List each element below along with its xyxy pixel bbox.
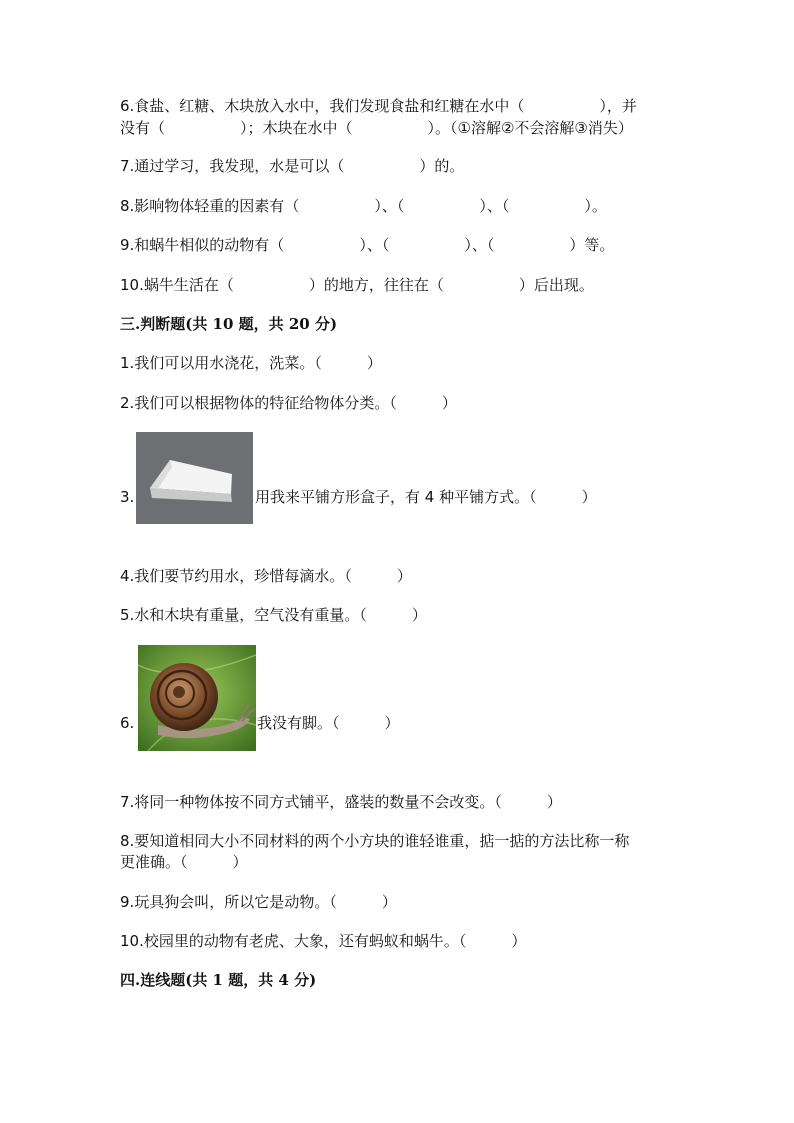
judge-q1: 1.我们可以用水浇花，洗菜。（ ） xyxy=(120,354,382,372)
judge-q2: 2.我们可以根据物体的特征给物体分类。（ ） xyxy=(120,394,457,412)
judge-q8-line-2: 更准确。（ ） xyxy=(120,853,248,871)
snail-photo xyxy=(138,645,256,751)
q6-fill-line-2: 没有（ ）；木块在水中（ ）。（①溶解②不会溶解③消失） xyxy=(120,119,633,137)
judge-q4: 4.我们要节约用水，珍惜每滴水。（ ） xyxy=(120,567,412,585)
q6-fill-line-1: 6.食盐、红糖、木块放入水中，我们发现食盐和红糖在水中（ ），并 xyxy=(120,97,637,115)
q7-fill: 7.通过学习，我发现，水是可以（ ）的。 xyxy=(120,157,465,175)
q8-fill: 8.影响物体轻重的因素有（ ）、（ ）、（ ）。 xyxy=(120,197,607,215)
q10-fill: 10.蜗牛生活在（ ）的地方，往往在（ ）后出现。 xyxy=(120,276,594,294)
section-4-title: 四.连线题(共 1 题，共 4 分) xyxy=(120,971,317,989)
q9-fill: 9.和蜗牛相似的动物有（ ）、（ ）、（ ）等。 xyxy=(120,236,615,254)
judge-q5: 5.水和木块有重量，空气没有重量。（ ） xyxy=(120,606,427,624)
snail-icon xyxy=(138,645,256,751)
prism-icon xyxy=(136,432,253,524)
judge-q6-text: 我没有脚。（ ） xyxy=(257,714,400,732)
judge-q3-number: 3. xyxy=(120,488,135,506)
judge-q7: 7.将同一种物体按不同方式铺平，盛装的数量不会改变。（ ） xyxy=(120,793,562,811)
judge-q8-line-1: 8.要知道相同大小不同材料的两个小方块的谁轻谁重，掂一掂的方法比称一称 xyxy=(120,832,630,850)
judge-q6-number: 6. xyxy=(120,714,135,732)
triangular-prism-block-image xyxy=(136,432,253,524)
judge-q3-text: 用我来平铺方形盒子，有 4 种平铺方式。（ ） xyxy=(255,488,597,506)
section-3-title: 三.判断题(共 10 题，共 20 分) xyxy=(120,315,338,333)
judge-q10: 10.校园里的动物有老虎、大象，还有蚂蚁和蜗牛。（ ） xyxy=(120,932,527,950)
judge-q9: 9.玩具狗会叫，所以它是动物。（ ） xyxy=(120,893,397,911)
